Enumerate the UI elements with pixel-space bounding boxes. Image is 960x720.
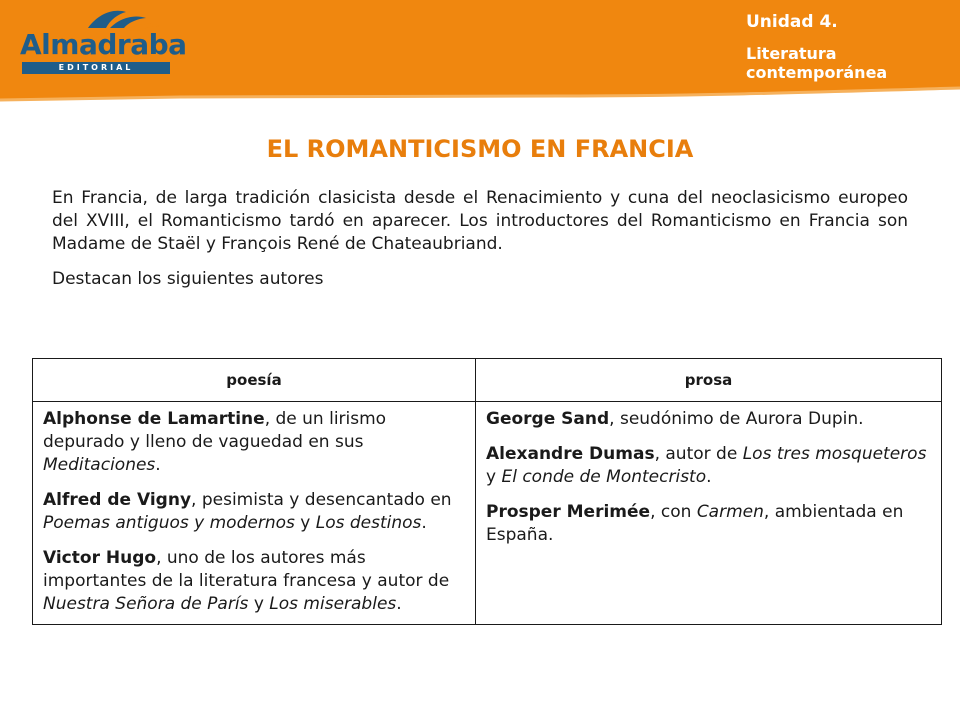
prosa-entry-sand: George Sand, seudónimo de Aurora Dupin. <box>486 409 864 429</box>
table-header-row <box>33 359 942 402</box>
poesia-entry-vigny: Alfred de Vigny, pesimista y desencantado en Poemas antiguos y modernos y Los destinos. <box>43 490 452 533</box>
table-row <box>33 402 942 625</box>
header-poesia: poesía <box>33 359 476 402</box>
prosa-cell <box>476 402 942 625</box>
poesia-entry-lamartine: Alphonse de Lamartine, de un lirismo depurado y lleno de vaguedad en sus Meditaciones. <box>43 409 387 475</box>
publisher-logo <box>18 6 187 76</box>
intro-paragraph: En Francia, de larga tradición clasicista desde el Renacimiento y cuna del neoclasicismo europeo del XVIII, el Romanticismo tardó en aparecer. Los introductores del Romanticismo en Francia son Madame de Staël y François René de Chateaubriand. <box>52 188 908 254</box>
poesia-cell <box>33 402 476 625</box>
logo-badge: EDITORIAL <box>22 62 170 74</box>
intro-text <box>52 187 908 303</box>
logo-wordmark: Almadraba <box>20 28 187 61</box>
unit-subtitle: Literatura contemporánea <box>746 44 888 82</box>
prosa-entry-merimee: Prosper Merimée, con Carmen, ambientada en España. <box>486 502 904 545</box>
authors-table <box>32 358 942 625</box>
page-title: EL ROMANTICISMO EN FRANCIA <box>266 135 694 163</box>
unit-box <box>746 12 956 82</box>
poesia-entry-hugo: Victor Hugo, uno de los autores más importantes de la literatura francesa y autor de Nuestra Señora de París y Los miserables. <box>43 548 450 614</box>
intro-lead-in: Destacan los siguientes autores <box>52 269 324 289</box>
unit-title: Unidad 4. <box>746 12 838 32</box>
prosa-entry-dumas: Alexandre Dumas, autor de Los tres mosqueteros y El conde de Montecristo. <box>486 444 927 487</box>
header-prosa: prosa <box>476 359 942 402</box>
